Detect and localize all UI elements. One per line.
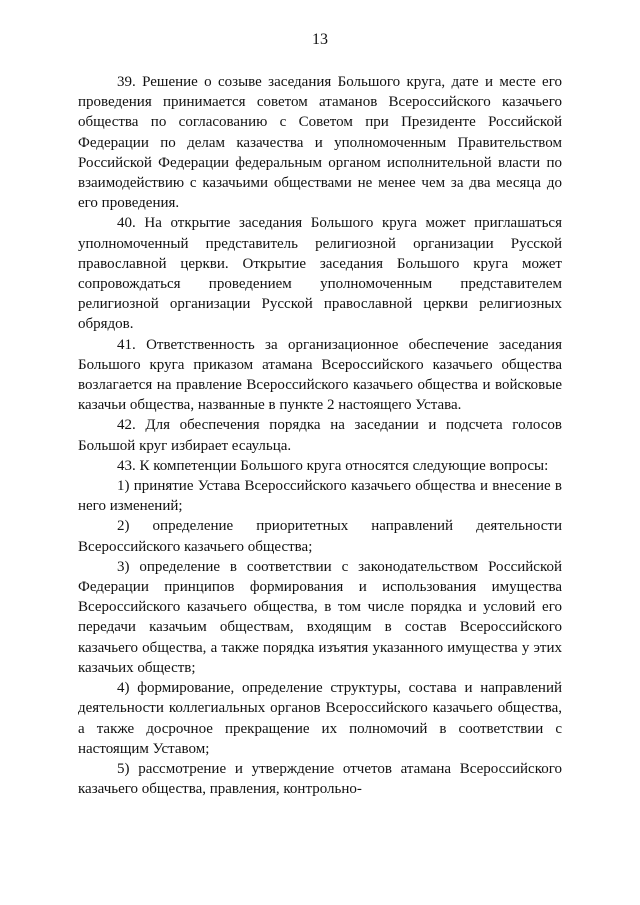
page-number: 13 bbox=[312, 31, 328, 48]
paragraph-40: 40. На открытие заседания Большого круга может приглашаться уполномоченный представитель религиозной организации Русской православной церкви. Открытие заседания Большого круга может сопровождаться проведением уполномоченным представителем религиозной организации Русской православной церкви религиозных обрядов. bbox=[78, 215, 562, 333]
paragraph-42: 42. Для обеспечения порядка на заседании и подсчета голосов Большой круг избирает есаульца. bbox=[78, 417, 562, 454]
list-item-1: 1) принятие Устава Всероссийского казачьего общества и внесение в него изменений; bbox=[78, 478, 562, 515]
document-body bbox=[78, 72, 562, 799]
list-item-3: 3) определение в соответствии с законодательством Российской Федерации принципов формирования и использования имущества Всероссийского казачьего общества, в том числе порядка и условий его передачи казачьим обществам, входящим в состав Всероссийского казачьего общества, а также порядка изъятия указанного имущества у этих казачьих обществ; bbox=[78, 558, 562, 676]
list-item-5: 5) рассмотрение и утверждение отчетов атамана Всероссийского казачьего общества, правления, контрольно- bbox=[78, 760, 562, 798]
paragraph-41: 41. Ответственность за организационное обеспечение заседания Большого круга приказом атамана Всероссийского казачьего общества возлагается на правление Всероссийского казачьего общества и войсковые казачьи общества, названные в пункте 2 настоящего Устава. bbox=[78, 336, 562, 414]
paragraph-39: 39. Решение о созыве заседания Большого круга, дате и месте его проведения принимается советом атаманов Всероссийского казачьего общества по согласованию с Советом при Президенте Российской Федерации по делам казачества и уполномоченным Правительством Российской Федерации федеральным органом исполнительной власти по взаимодействию с казачьими обществами не менее чем за два месяца до его проведения. bbox=[78, 74, 562, 212]
list-item-4: 4) формирование, определение структуры, состава и направлений деятельности коллегиальных органов Всероссийского казачьего общества, а также досрочное прекращение их полномочий в соответствии с настоящим Уставом; bbox=[78, 680, 562, 757]
paragraph-43: 43. К компетенции Большого круга относятся следующие вопросы: bbox=[117, 457, 549, 474]
list-item-2: 2) определение приоритетных направлений деятельности Всероссийского казачьего общества; bbox=[78, 518, 562, 555]
